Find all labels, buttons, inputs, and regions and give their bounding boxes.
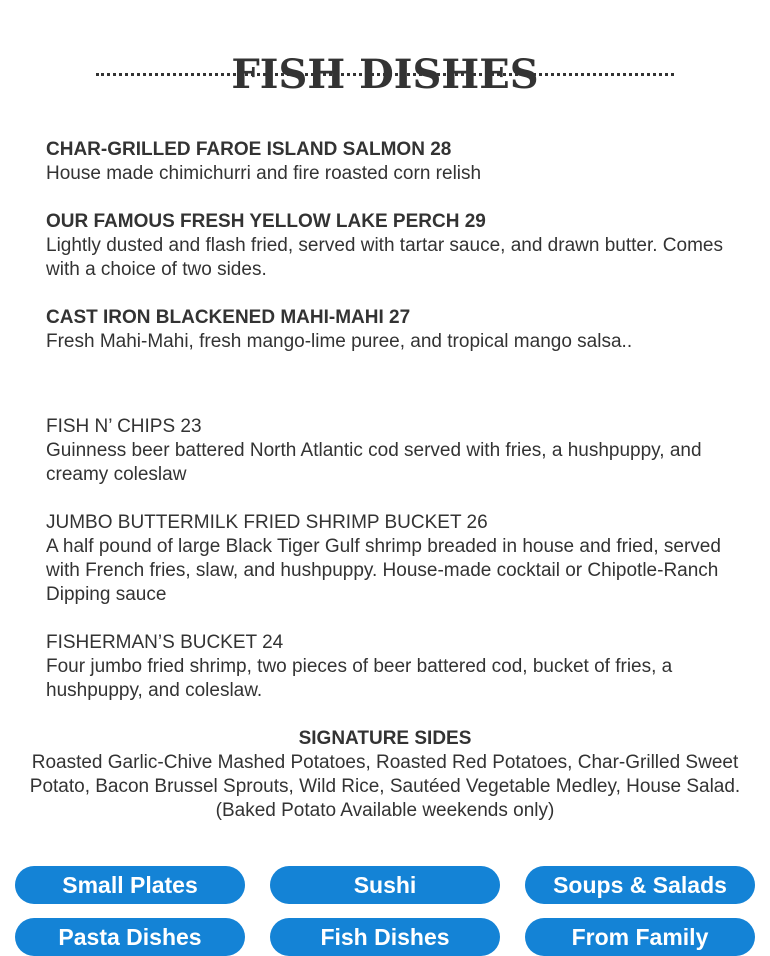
nav-button-soups-salads[interactable]: Soups & Salads: [525, 866, 755, 904]
nav-button-fish-dishes[interactable]: Fish Dishes: [270, 918, 500, 956]
dish-name: FISH N’ CHIPS 23: [46, 416, 202, 437]
dish-name: OUR FAMOUS FRESH YELLOW LAKE PERCH 29: [46, 211, 486, 232]
dish-name: FISHERMAN’S BUCKET 24: [46, 632, 284, 653]
dish-name: CAST IRON BLACKENED MAHI-MAHI 27: [46, 307, 411, 328]
dish-item: [46, 415, 726, 487]
dish-list: [46, 138, 726, 727]
page-title: FISH DISHES: [231, 50, 539, 98]
dish-description: Four jumbo fried shrimp, two pieces of beer battered cod, bucket of fries, a hushpuppy, and coleslaw.: [46, 656, 673, 701]
sides-title: SIGNATURE SIDES: [298, 728, 472, 749]
dish-name: JUMBO BUTTERMILK FRIED SHRIMP BUCKET 26: [46, 512, 488, 533]
nav-button-sushi[interactable]: Sushi: [270, 866, 500, 904]
dish-item: [46, 138, 726, 186]
nav-button-from-family[interactable]: From Family: [525, 918, 755, 956]
dish-name: CHAR-GRILLED FAROE ISLAND SALMON 28: [46, 139, 452, 160]
dish-item: [46, 306, 726, 354]
nav-button-small-plates[interactable]: Small Plates: [15, 866, 245, 904]
dish-description: Fresh Mahi-Mahi, fresh mango-lime puree, and tropical mango salsa..: [46, 331, 633, 352]
dish-description: Guinness beer battered North Atlantic cod served with fries, a hushpuppy, and creamy coleslaw: [46, 440, 702, 485]
dish-description: A half pound of large Black Tiger Gulf shrimp breaded in house and fried, served with French fries, slaw, and hushpuppy. House-made cocktail or Chipotle-Ranch Dipping sauce: [46, 536, 721, 605]
dish-description: Lightly dusted and flash fried, served with tartar sauce, and drawn butter. Comes with a choice of two sides.: [46, 235, 723, 280]
nav-button-pasta-dishes[interactable]: Pasta Dishes: [15, 918, 245, 956]
title-dotted-rule: [96, 73, 674, 76]
signature-sides: [20, 727, 750, 823]
dish-item: [46, 210, 726, 282]
dish-item: [46, 511, 726, 607]
sides-text: Roasted Garlic-Chive Mashed Potatoes, Roasted Red Potatoes, Char-Grilled Sweet Potato, Bacon Brussel Sprouts, Wild Rice, Sautéed Vegetable Medley, House Salad. (Baked Potato Available weekends only): [29, 752, 741, 821]
dish-item: [46, 631, 726, 703]
dish-description: House made chimichurri and fire roasted corn relish: [46, 163, 482, 184]
section-spacer: [46, 378, 726, 415]
